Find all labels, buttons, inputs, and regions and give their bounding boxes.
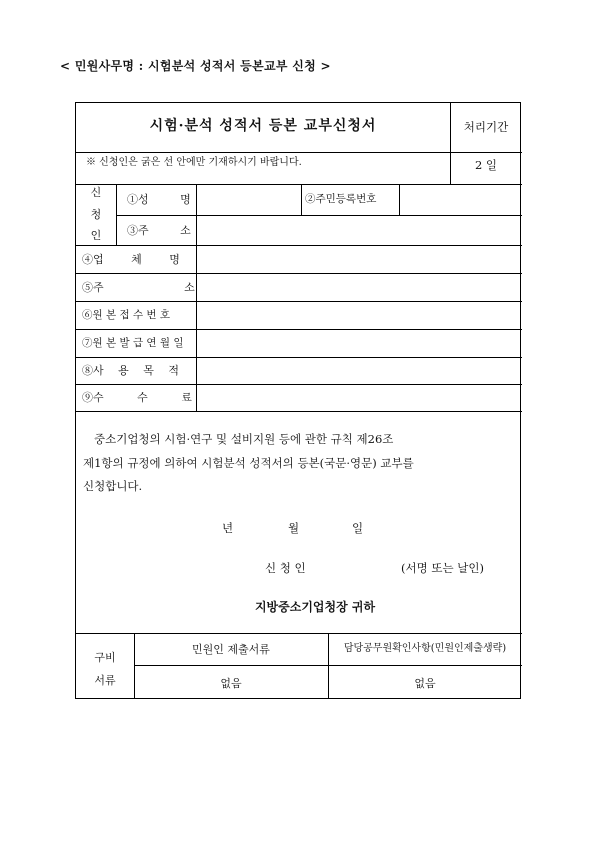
resident-no-input[interactable]	[400, 185, 521, 214]
name-input[interactable]	[197, 185, 300, 214]
issue-date-label: ⑦원 본 발 급 연 월 일	[82, 337, 184, 349]
divider	[328, 633, 329, 699]
issue-date-input[interactable]	[197, 330, 521, 356]
company-address-input[interactable]	[197, 274, 521, 300]
divider	[116, 184, 117, 245]
civil-affair-name: < 민원사무명 : 시험분석 성적서 등본교부 신청 >	[60, 59, 331, 73]
divider	[76, 152, 522, 153]
company-name-label: ④업 체 명	[82, 253, 180, 266]
body-line: 신청합니다.	[83, 479, 143, 493]
receipt-no-label: ⑥원 본 접 수 번 호	[82, 309, 171, 321]
recipient: 지방중소기업청장 귀하	[254, 600, 376, 614]
applicant-signature-field[interactable]	[316, 555, 396, 579]
processing-period-label: 처리기간	[463, 120, 509, 134]
applicant-sign-label: 신 청 인	[265, 561, 306, 575]
divider	[134, 633, 135, 699]
signature-hint: (서명 또는 날인)	[401, 561, 484, 575]
date-month: 월	[288, 521, 300, 535]
name-label: ①성 명	[127, 193, 191, 206]
applicant-char: 인	[90, 229, 102, 242]
address-label: ③주 소	[127, 224, 191, 237]
docs-label: 서류	[94, 674, 116, 687]
docs-label: 구비	[94, 651, 116, 664]
fee-label: ⑨수 수 료	[82, 391, 192, 404]
date-year: 년	[222, 521, 234, 535]
processing-period-value: 2 일	[474, 158, 498, 172]
divider	[76, 411, 522, 412]
purpose-input[interactable]	[197, 358, 521, 383]
resident-no-label: ②주민등록번호	[305, 193, 377, 205]
company-address-label: ⑤주 소	[82, 281, 195, 294]
docs-col2-header: 담당공무원확인사항(민원인제출생략)	[343, 643, 507, 654]
docs-col1-value: 없음	[220, 677, 242, 690]
body-line: 제1항의 규정에 의하여 시험분석 성적서의 등본(국문·영문) 교부를	[83, 456, 414, 470]
form-title: 시험·분석 성적서 등본 교부신청서	[149, 118, 377, 134]
divider	[76, 633, 522, 634]
receipt-no-input[interactable]	[197, 302, 521, 328]
purpose-label: ⑧사 용 목 적	[82, 364, 179, 377]
body-line: 중소기업청의 시험·연구 및 설비지원 등에 관한 규칙 제26조	[94, 432, 394, 446]
address-input[interactable]	[197, 216, 521, 244]
form-notice: ※ 신청인은 굵은 선 안에만 기재하시기 바랍니다.	[86, 157, 302, 168]
docs-col2-value: 없음	[414, 677, 436, 690]
application-form	[75, 102, 521, 699]
divider	[301, 184, 302, 215]
docs-col1-header: 민원인 제출서류	[192, 643, 270, 656]
date-day: 일	[352, 521, 364, 535]
fee-input[interactable]	[197, 385, 521, 410]
applicant-char: 청	[90, 208, 102, 221]
applicant-char: 신	[90, 186, 102, 199]
divider	[450, 103, 451, 184]
company-name-input[interactable]	[197, 246, 521, 272]
